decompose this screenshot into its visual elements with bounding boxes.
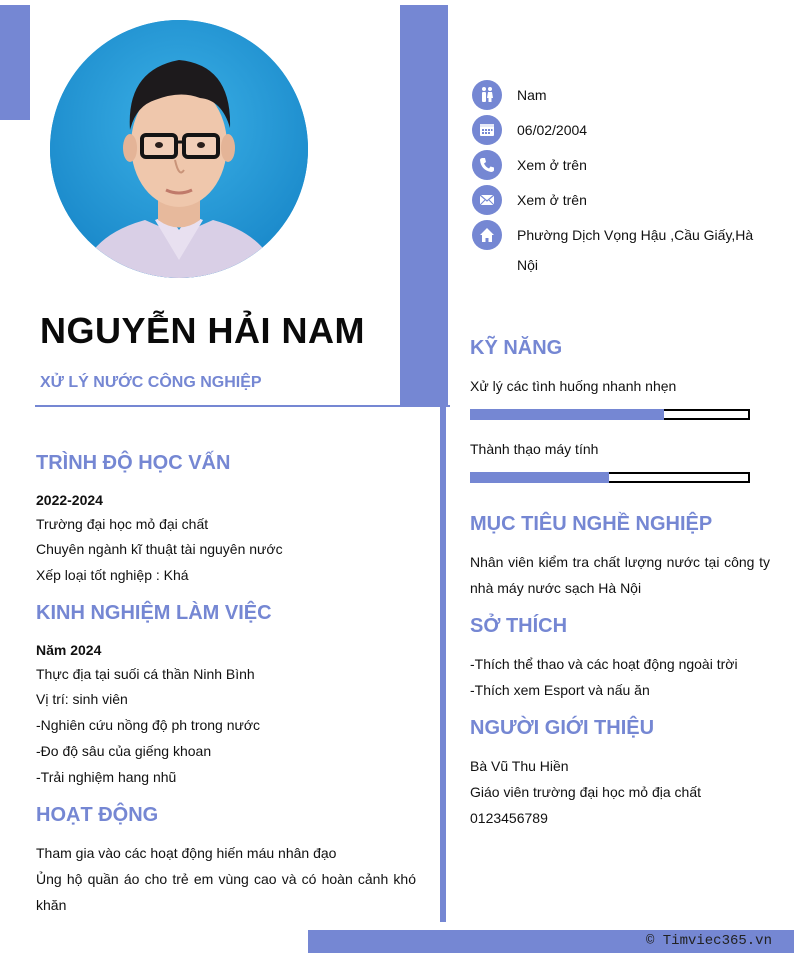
experience-period: Năm 2024 xyxy=(36,642,102,658)
contact-address xyxy=(472,220,754,273)
experience-heading: KINH NGHIỆM LÀM VIỆC xyxy=(36,602,272,624)
reference-name: Bà Vũ Thu Hiền xyxy=(470,758,569,774)
hobby-item: -Thích thể thao và các hoạt động ngoài trời xyxy=(470,656,738,672)
activity-item: Ủng hộ quần áo cho trẻ em vùng cao và có hoàn cảnh khó khăn xyxy=(36,871,416,913)
footer-bar xyxy=(308,930,794,953)
activity-item: Tham gia vào các hoạt động hiến máu nhân đạo xyxy=(36,845,337,861)
activities-heading: HOẠT ĐỘNG xyxy=(36,804,159,826)
contact-address-line1: Phường Dịch Vọng Hậu ,Cầu Giấy,Hà xyxy=(517,227,754,243)
education-school: Trường đại học mỏ đại chất xyxy=(36,516,209,532)
skill-progress-fill xyxy=(470,409,664,420)
skill-progress-bar xyxy=(470,472,750,483)
phone-icon xyxy=(472,150,502,180)
portrait-photo-icon xyxy=(50,20,308,278)
education-grade: Xếp loại tốt nghiệp : Khá xyxy=(36,567,189,583)
experience-item: -Đo độ sâu của giếng khoan xyxy=(36,743,212,759)
calendar-icon xyxy=(472,115,502,145)
header-divider xyxy=(35,405,450,407)
decorative-bar-top-left xyxy=(0,5,30,120)
contact-gender-value: Nam xyxy=(517,87,547,103)
objective-heading: MỤC TIÊU NGHỀ NGHIỆP xyxy=(470,513,713,535)
skill-progress-fill xyxy=(470,472,609,483)
candidate-name: NGUYỄN HẢI NAM xyxy=(40,310,366,351)
reference-position: Giáo viên trường đại học mỏ địa chất xyxy=(470,784,702,800)
contact-email-value: Xem ở trên xyxy=(517,192,587,208)
hobbies-heading: SỞ THÍCH xyxy=(470,615,568,637)
decorative-bar-tall xyxy=(400,5,448,406)
reference-phone: 0123456789 xyxy=(470,810,548,826)
education-heading: TRÌNH ĐỘ HỌC VẤN xyxy=(36,452,231,474)
contact-birthdate-value: 06/02/2004 xyxy=(517,122,588,138)
education-major: Chuyên ngành kĩ thuật tài nguyên nước xyxy=(36,541,283,557)
experience-item: -Nghiên cứu nồng độ ph trong nước xyxy=(36,717,261,733)
gender-icon xyxy=(472,80,502,110)
skill-progress-bar xyxy=(470,409,750,420)
copyright-text: © Timviec365.vn xyxy=(645,933,772,949)
contact-phone xyxy=(472,150,587,180)
candidate-title: XỬ LÝ NƯỚC CÔNG NGHIỆP xyxy=(40,374,262,391)
skill-label: Xử lý các tình huống nhanh nhẹn xyxy=(470,378,677,394)
avatar xyxy=(50,20,308,278)
experience-item: -Trải nghiệm hang nhũ xyxy=(36,769,177,785)
experience-item: Thực địa tại suối cá thần Ninh Bình xyxy=(36,666,255,682)
contact-email xyxy=(472,185,587,215)
skill-label: Thành thạo máy tính xyxy=(470,441,599,457)
contact-birthdate xyxy=(472,115,588,145)
education-period: 2022-2024 xyxy=(36,492,103,508)
contact-address-line2: Nội xyxy=(517,257,539,273)
email-icon xyxy=(472,185,502,215)
references-heading: NGƯỜI GIỚI THIỆU xyxy=(470,717,655,739)
skills-heading: KỸ NĂNG xyxy=(470,337,563,359)
column-divider xyxy=(440,407,446,922)
hobby-item: -Thích xem Esport và nấu ăn xyxy=(470,682,650,698)
home-icon xyxy=(472,220,502,250)
experience-item: Vị trí: sinh viên xyxy=(36,691,128,707)
objective-text: Nhân viên kiểm tra chất lượng nước tại công ty nhà máy nước sạch Hà Nội xyxy=(470,554,770,596)
contact-phone-value: Xem ở trên xyxy=(517,157,587,173)
contact-gender xyxy=(472,80,547,110)
